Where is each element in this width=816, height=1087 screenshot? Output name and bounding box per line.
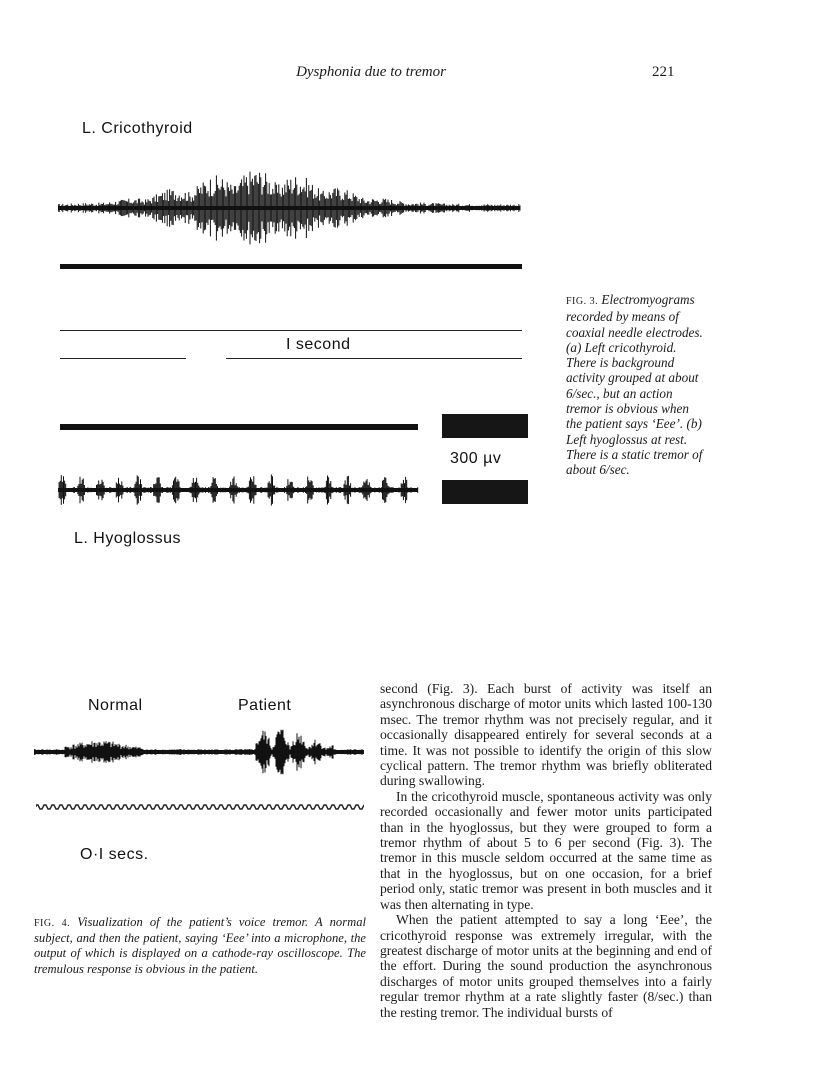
fig4-voice-waveform bbox=[34, 720, 366, 790]
fig4-label-normal: Normal bbox=[88, 697, 143, 714]
fig3-cricothyroid-emg-trace bbox=[58, 168, 524, 268]
fig3-label-cricothyroid: L. Cricothyroid bbox=[82, 120, 193, 137]
fig4-caption-text: Visualization of the patient’s voice tremor. A normal subject, and then the patient, saying ‘Eee’ into a microphone, the output of which is displayed on a cathode-ray oscilloscope. The tremulous response is obvious in the patient. bbox=[34, 915, 366, 976]
fig4-label-patient: Patient bbox=[238, 697, 292, 714]
fig3-hyoglossus-emg-trace bbox=[58, 470, 420, 510]
running-header-title: Dysphonia due to tremor bbox=[296, 64, 446, 80]
fig3-timebase-line bbox=[60, 330, 522, 331]
fig4-time-label: O·I secs. bbox=[80, 846, 149, 863]
fig3-label-hyoglossus: L. Hyoglossus bbox=[74, 530, 181, 547]
body-paragraph-3: When the patient attempted to say a long ‘Eee’, the cricothyroid response was extremely irregular, with the greatest discharge of motor units at the beginning and end of the effort. During the sound production the asynchronous discharges of motor units grouped themselves into a fairly regular tremor rhythm at a rate slightly faster (8/sec.) than the resting tremor. The individual bursts of bbox=[380, 912, 712, 1020]
fig3-caption bbox=[566, 292, 706, 478]
fig3-calibration-block-top bbox=[442, 414, 528, 438]
body-paragraph-1: second (Fig. 3). Each burst of activity was itself an asynchronous discharge of motor units which lasted 100-130 msec. The tremor rhythm was not precisely regular, and it occasionally disappeared entirely for several seconds at a time. It was not possible to identify the origin of this slow cyclical pattern. The tremor rhythm was briefly obliterated during swallowing. bbox=[380, 681, 712, 789]
fig3-voltage-label: 300 µv bbox=[450, 450, 502, 467]
fig4-timebase-trace bbox=[36, 800, 364, 814]
fig3-caption-prefix: FIG. 3. bbox=[566, 296, 599, 307]
fig4-caption bbox=[34, 915, 366, 977]
body-text-column bbox=[380, 681, 712, 1020]
fig3-hyoglossus-baseline bbox=[60, 424, 418, 430]
fig3-time-segment-left bbox=[60, 358, 186, 359]
fig3-time-segment-right bbox=[226, 358, 522, 359]
fig4-caption-prefix: FIG. 4. bbox=[34, 918, 71, 929]
body-paragraph-2: In the cricothyroid muscle, spontaneous activity was only recorded occasionally and fewer motor units participated than in the hyoglossus, but they were grouped to form a tremor rhythm of about 5 to 6 per second (Fig. 3). The tremor in this muscle seldom occurred at the same time as that in the hyoglossus, but on one occasion, for a brief period only, static tremor was present in both muscles and it was then alternating in type. bbox=[380, 788, 712, 912]
fig3-caption-text: Electromyograms recorded by means of coaxial needle electrodes. (a) Left cricothyroid. There is background activity grouped at about 6/sec., but an action tremor is obvious when the patient says ‘Eee’. (b) Left hyoglossus at rest. There is a static tremor of about 6/sec. bbox=[566, 292, 703, 478]
page-number: 221 bbox=[652, 64, 675, 80]
fig3-calibration-block-bottom bbox=[442, 480, 528, 504]
fig3-cricothyroid-baseline bbox=[60, 264, 522, 269]
fig3-time-label: I second bbox=[286, 336, 351, 353]
